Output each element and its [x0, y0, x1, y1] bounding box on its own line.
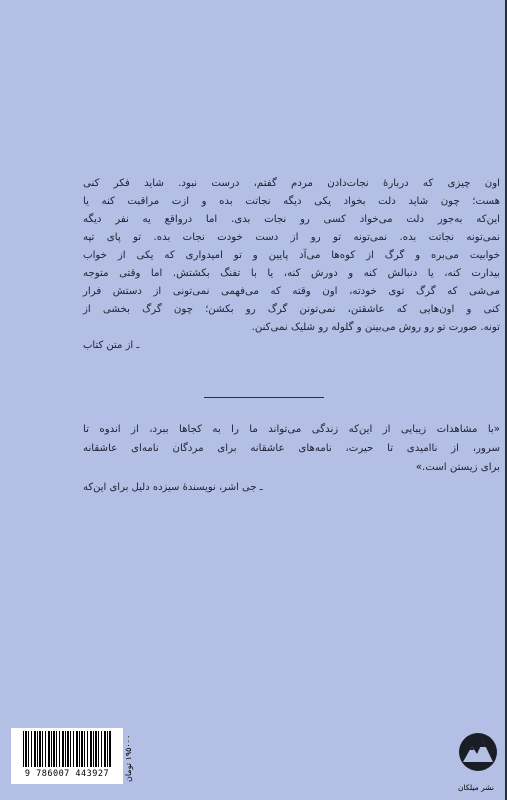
isbn-number: 9 786007 443927: [24, 769, 110, 779]
quote-attribution: ـ جی اشر، نویسندهٔ سیزده دلیل برای این‌که: [83, 482, 263, 493]
excerpt-line: هست؛ چون شاید دلت بخواد یکی دیگه نجاتت بده و ازت مراقبت کنه یا: [83, 196, 500, 207]
excerpt-line: نمی‌تونه نجاتت بده. نمی‌تونه تو رو از دست خودت نجات بده. تو پای تپه: [83, 232, 500, 243]
barcode-bars: [23, 731, 111, 767]
excerpt-line: می‌شی که گرگ توی خودته، اون وقته که می‌فهمی نمی‌تونی از دستش فرار: [83, 286, 500, 297]
excerpt-line: بیدارت کنه، یا دنبالش کنه و دورش کنه، یا با تفنگ بکشتش. اما وقتی متوجه: [83, 268, 500, 279]
price-text: ۱۹۵۰۰۰ تومان: [124, 734, 133, 782]
publisher-name: نشر میلکان: [458, 783, 494, 792]
excerpt-line: خوابیت می‌بره و گرگ از کوه‌ها می‌آد پایین و تو امیدواری که یکی از خواب: [83, 250, 500, 261]
quote-line: برای زیستن است.»: [415, 462, 500, 473]
excerpt-source: ـ از متن کتاب: [83, 340, 140, 351]
mountains-logo-icon: [458, 726, 498, 780]
isbn-barcode: [11, 728, 123, 784]
excerpt-line: کنی و اون‌هایی که عاشقتن، نمی‌تونن گرگ رو بکشن؛ چون گرگ بخشی از: [83, 304, 500, 315]
excerpt-line: تونه. صورت تو رو روش می‌بینن و گلوله رو شلیک نمی‌کنن.: [251, 322, 500, 333]
divider: [204, 397, 324, 398]
quote-line: سرور، از ناامیدی تا حیرت، نامه‌های عاشقانه برای مردگان نامه‌ای عاشقانه: [83, 443, 500, 454]
excerpt-line: این‌که به‌جور دلت می‌خواد کسی رو نجات بدی. اما درواقع یه نفر دیگه: [83, 214, 500, 225]
quote-line: «با مشاهدات زیبایی از این‌که زندگی می‌تواند ما را به کجاها ببرد، از اندوه تا: [83, 424, 500, 435]
price-label: [124, 700, 134, 782]
excerpt-line: اون چیزی که دربارهٔ نجات‌دادن مردم گفتم، درست نبود. شاید فکر کنی: [83, 178, 500, 189]
